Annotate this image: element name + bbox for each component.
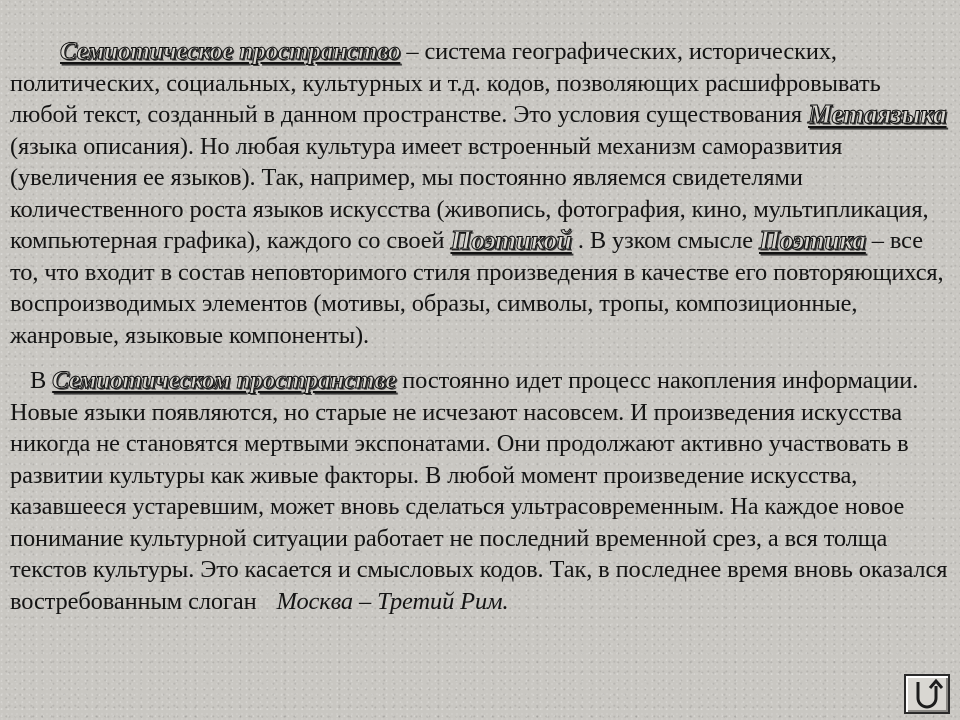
return-button[interactable] (904, 674, 950, 714)
term-poetics: Поэтика (758, 225, 866, 255)
term-poetics: Поэтикой (450, 225, 572, 255)
paragraph-text: – все то, что входит в состав неповторимого стиля произведения в качестве его повторяющихся, воспроизводимых элементов (мотивы, образы, символы, тропы, композиционные, жанровые, языковые компоненты). (10, 227, 944, 349)
term-semiotic-space: Семиотическое пространство (60, 38, 401, 65)
term-metalanguage: Метаязыка (808, 99, 947, 129)
paragraph-text: (языка описания). Но любая культура имеет встроенный механизм саморазвития (увеличения ее языков). Так, например, мы постоянно являемся свидетелями количественного роста языков искусства (живопись, фотография, кино, мультипликация, компьютерная графика), каждого со своей (10, 132, 929, 254)
term-semiotic-space: Семиотическом пространстве (52, 367, 397, 394)
paragraph-text: . В узком смысле (571, 227, 759, 254)
slogan: Москва – Третий Рим. (276, 587, 509, 615)
paragraph-text: постоянно идет процесс накопления информации. Новые языки появляются, но старые не исчезают насовсем. И произведения искусства никогда не становятся мертвыми экспонатами. Они продолжают активно участвовать в развитии культуры как живые факторы. В любой момент произведение искусства, казавшееся устаревшим, может вновь сделаться ультрасовременным. На каждое новое понимание культурной ситуации работает не последний временной срез, а вся толща текстов культуры. Это касается и смысловых кодов. Так, в последнее время вновь оказался востребованным слоган (10, 367, 948, 615)
paragraph-information-accumulation (10, 365, 950, 617)
paragraph-text: – система географических, исторических, политических, социальных, культурных и т.д. кодов, позволяющих расшифровывать любой текст, созданный в данном пространстве. Это условия существования (10, 38, 881, 128)
u-turn-back-arrow-icon (910, 678, 944, 710)
paragraph-semiotic-space (10, 36, 950, 351)
slide-content (10, 36, 950, 617)
paragraph-text: В (30, 367, 53, 394)
